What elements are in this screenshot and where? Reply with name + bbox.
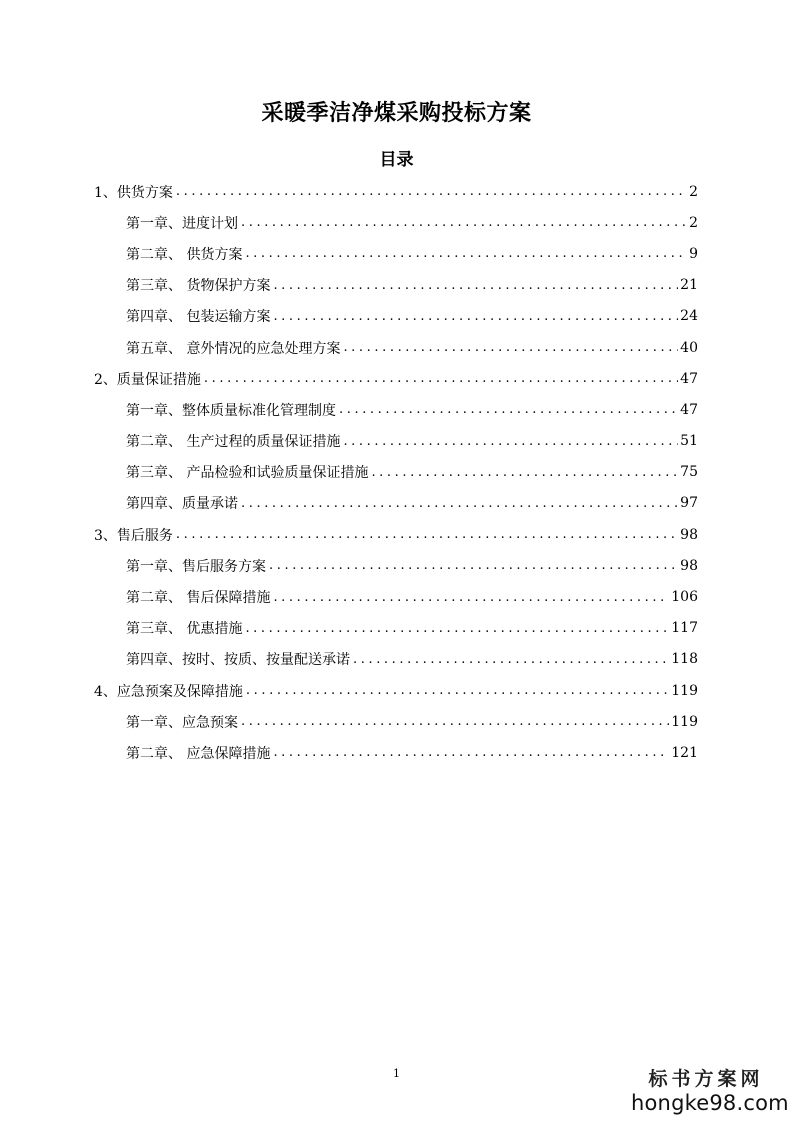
toc-leader-dots <box>353 652 669 667</box>
toc-entry[interactable] <box>94 176 698 207</box>
toc-entry-label: 第四章、质量承诺 <box>126 496 238 513</box>
toc-entry-page: 21 <box>680 277 698 294</box>
toc-leader-dots <box>343 434 678 449</box>
table-of-contents <box>94 176 698 769</box>
toc-entry-page: 24 <box>680 308 698 325</box>
toc-entry[interactable] <box>94 363 698 394</box>
toc-entry[interactable] <box>94 644 698 675</box>
toc-entry-label: 第一章、进度计划 <box>126 215 238 232</box>
toc-entry-page: 106 <box>671 589 698 606</box>
toc-leader-dots <box>371 465 678 480</box>
toc-leader-dots <box>176 527 678 542</box>
toc-leader-dots <box>245 621 669 636</box>
toc-entry[interactable] <box>94 581 698 612</box>
toc-entry-label: 第三章、 产品检验和试验质量保证措施 <box>126 465 369 482</box>
toc-leader-dots <box>273 278 678 293</box>
toc-leader-dots <box>339 402 678 417</box>
toc-entry-label: 第一章、整体质量标准化管理制度 <box>126 402 336 419</box>
toc-entry-label: 1、供货方案 <box>94 184 173 201</box>
toc-entry[interactable] <box>94 737 698 768</box>
page-number: 1 <box>393 1067 400 1080</box>
toc-entry-page: 119 <box>671 713 698 730</box>
toc-entry-page: 118 <box>671 651 698 668</box>
toc-entry-page: 2 <box>689 214 698 231</box>
toc-entry[interactable] <box>94 457 698 488</box>
toc-leader-dots <box>176 184 687 199</box>
toc-entry[interactable] <box>94 706 698 737</box>
toc-entry-label: 第二章、 生产过程的质量保证措施 <box>126 434 341 451</box>
toc-entry[interactable] <box>94 613 698 644</box>
toc-leader-dots <box>204 371 678 386</box>
toc-entry-label: 第五章、 意外情况的应急处理方案 <box>126 340 341 357</box>
document-title: 采暖季洁净煤采购投标方案 <box>261 100 532 126</box>
toc-entry-label: 3、售后服务 <box>94 527 173 544</box>
toc-entry-page: 2 <box>689 183 698 200</box>
toc-entry-label: 第二章、 售后保障措施 <box>126 590 271 607</box>
toc-leader-dots <box>343 340 678 355</box>
toc-leader-dots <box>273 590 669 605</box>
toc-entry[interactable] <box>94 270 698 301</box>
toc-entry[interactable] <box>94 332 698 363</box>
toc-entry[interactable] <box>94 238 698 269</box>
toc-entry-page: 98 <box>680 526 698 543</box>
toc-entry-page: 75 <box>680 464 698 481</box>
toc-entry-label: 第二章、 供货方案 <box>126 246 243 263</box>
watermark-logo <box>631 1068 789 1116</box>
toc-entry[interactable] <box>94 426 698 457</box>
toc-leader-dots <box>246 683 669 698</box>
toc-entry-label: 2、质量保证措施 <box>94 371 201 388</box>
toc-entry-label: 4、应急预案及保障措施 <box>94 683 243 700</box>
toc-entry-label: 第一章、售后服务方案 <box>126 558 266 575</box>
watermark-line1: 标书方案网 <box>648 1068 764 1090</box>
toc-entry-page: 98 <box>680 557 698 574</box>
toc-leader-dots <box>245 246 687 261</box>
toc-entry-page: 121 <box>671 744 698 761</box>
toc-entry[interactable] <box>94 519 698 550</box>
toc-entry[interactable] <box>94 675 698 706</box>
toc-entry-page: 9 <box>689 245 698 262</box>
toc-entry-page: 119 <box>671 682 698 699</box>
toc-heading: 目录 <box>379 150 414 170</box>
toc-entry-page: 47 <box>680 401 698 418</box>
toc-entry-page: 40 <box>680 339 698 356</box>
toc-entry-page: 51 <box>680 433 698 450</box>
toc-entry[interactable] <box>94 301 698 332</box>
toc-entry[interactable] <box>94 550 698 581</box>
toc-entry-label: 第三章、 优惠措施 <box>126 621 243 638</box>
toc-entry-page: 47 <box>680 370 698 387</box>
toc-leader-dots <box>269 558 678 573</box>
toc-entry-label: 第四章、按时、按质、按量配送承诺 <box>126 652 350 669</box>
toc-entry-page: 117 <box>671 620 698 637</box>
toc-leader-dots <box>241 215 687 230</box>
toc-entry-label: 第一章、应急预案 <box>126 714 238 731</box>
toc-entry-page: 97 <box>680 495 698 512</box>
toc-entry[interactable] <box>94 394 698 425</box>
toc-entry-label: 第四章、 包装运输方案 <box>126 309 271 326</box>
toc-entry[interactable] <box>94 207 698 238</box>
toc-leader-dots <box>273 745 669 760</box>
toc-leader-dots <box>241 714 669 729</box>
toc-leader-dots <box>241 496 678 511</box>
toc-entry-label: 第二章、 应急保障措施 <box>126 745 271 762</box>
watermark-line2: hongke98.com <box>631 1091 789 1115</box>
toc-entry-label: 第三章、 货物保护方案 <box>126 278 271 295</box>
toc-leader-dots <box>273 309 678 324</box>
toc-entry[interactable] <box>94 488 698 519</box>
